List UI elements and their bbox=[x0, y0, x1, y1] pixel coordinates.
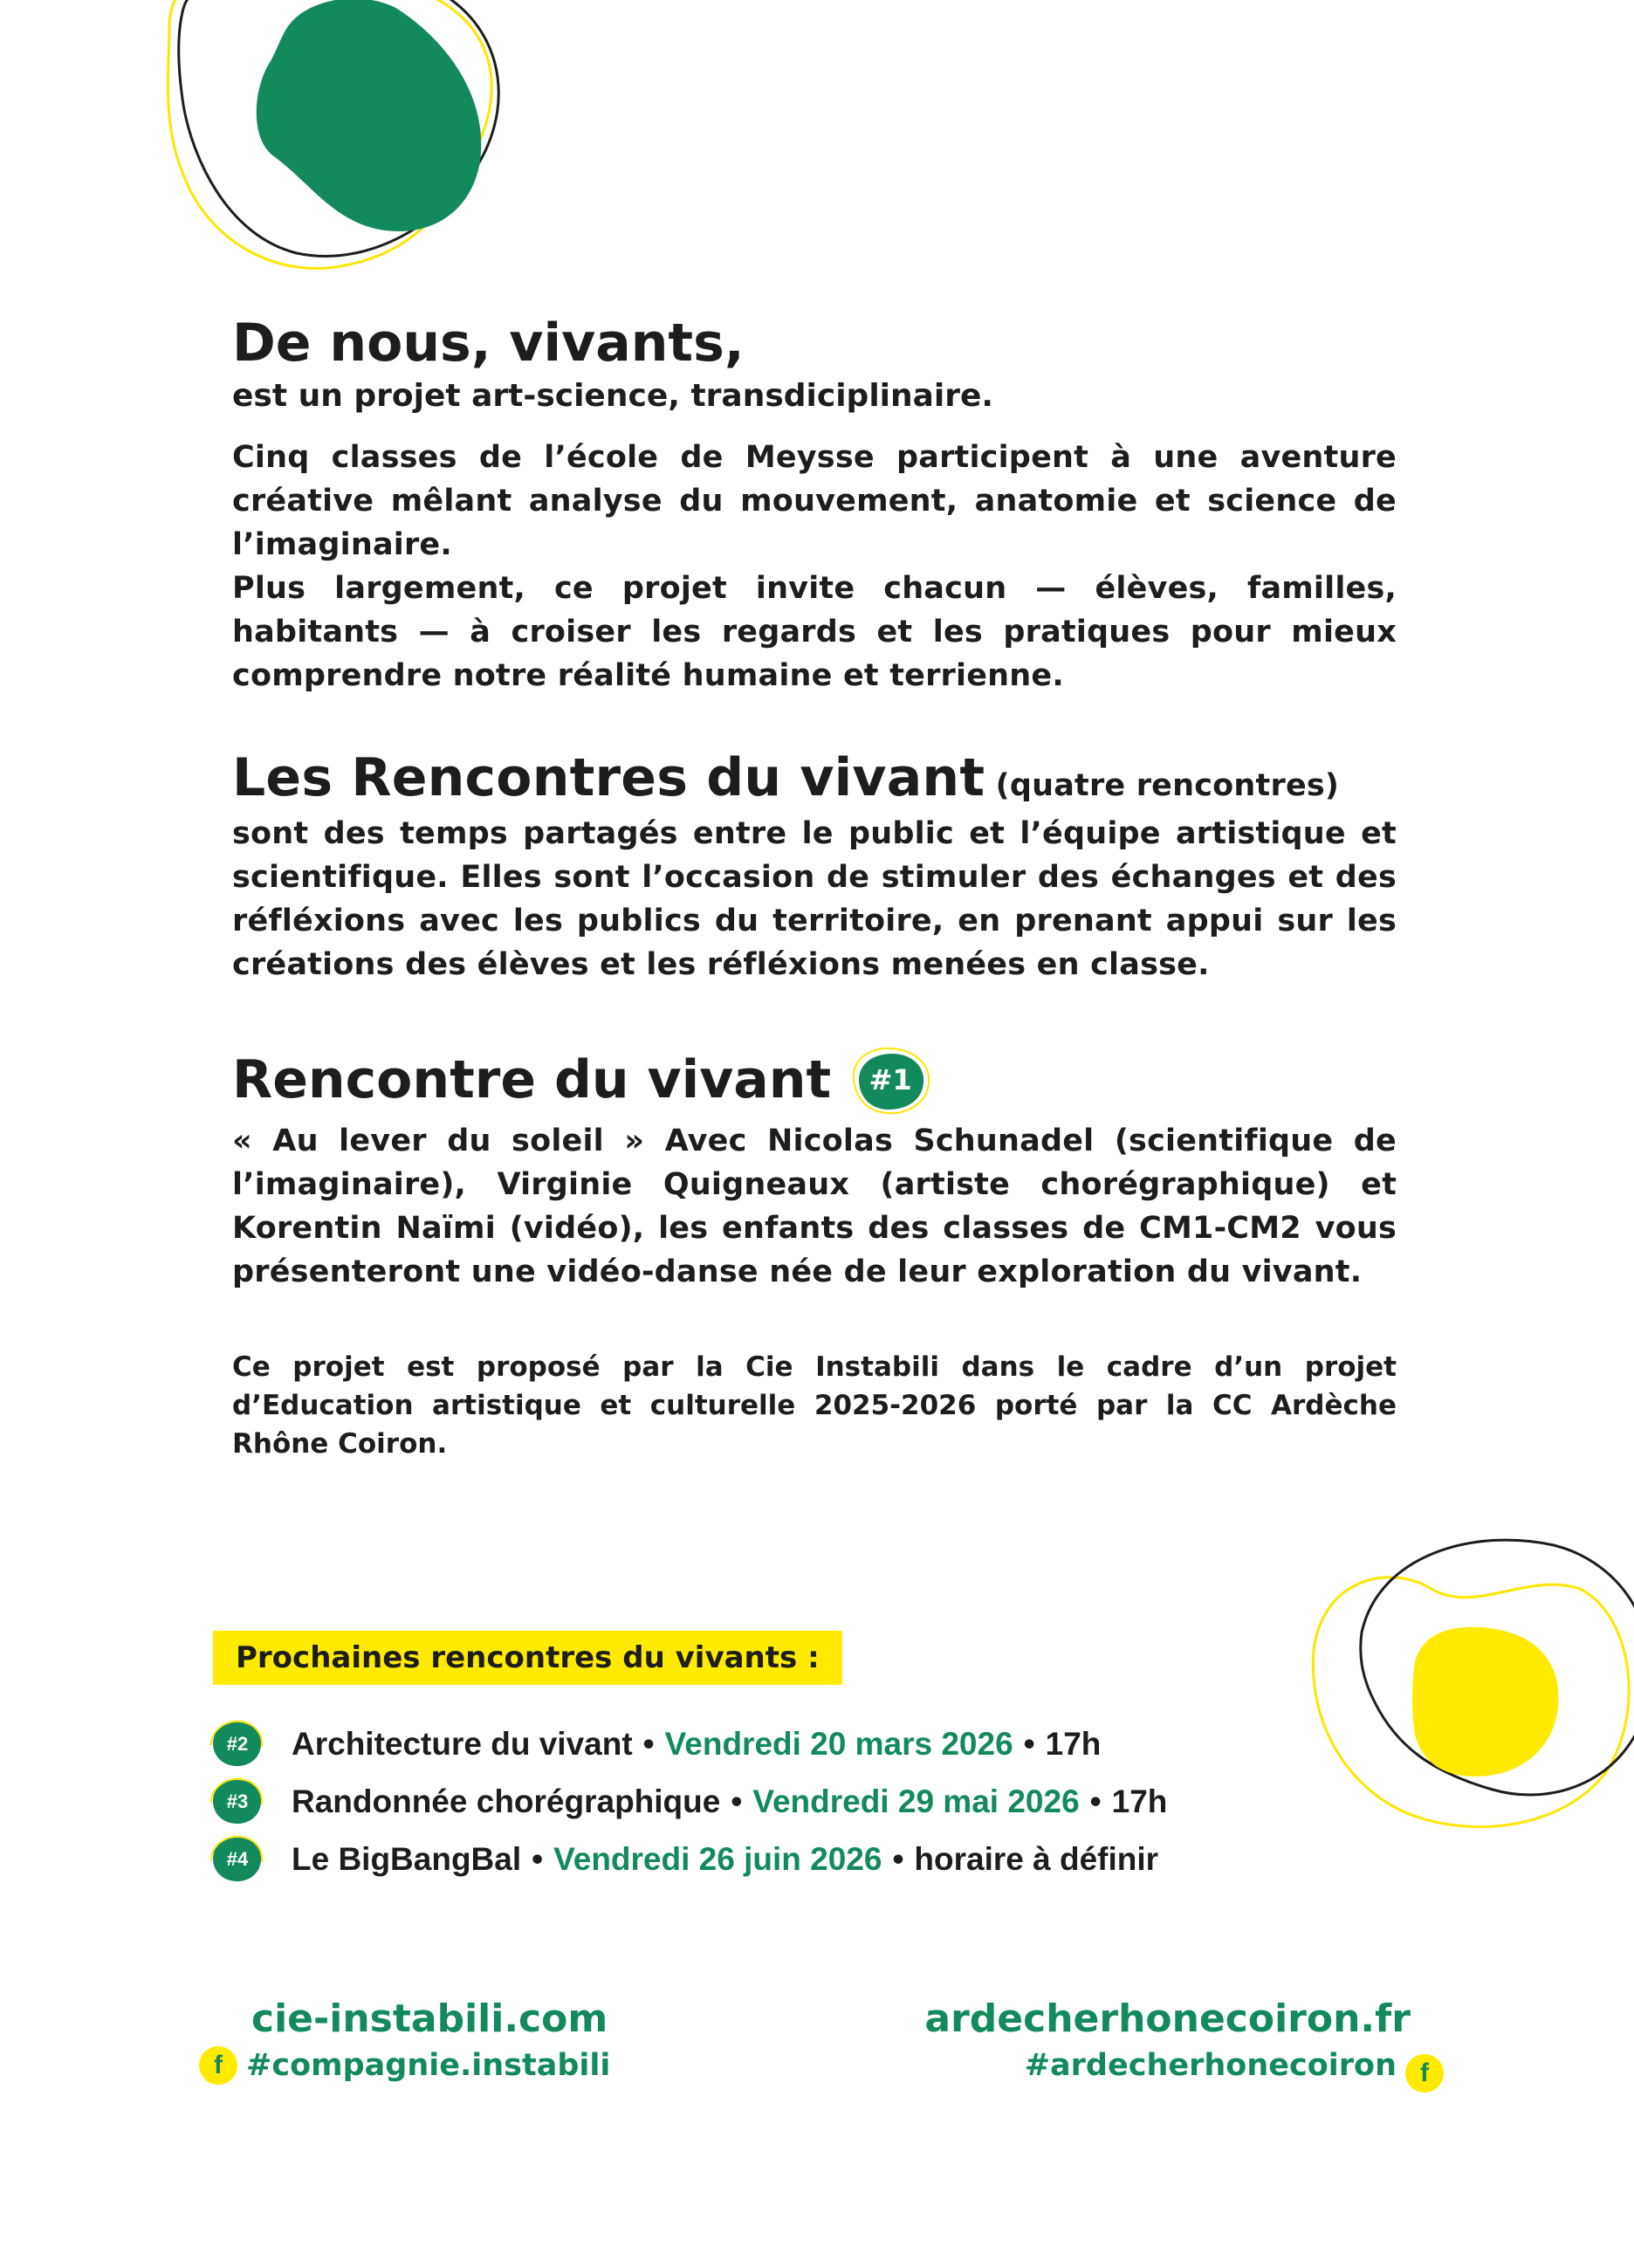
rencontres-title-note: (quatre rencontres) bbox=[995, 768, 1340, 803]
event-badge-label: #4 bbox=[226, 1848, 249, 1870]
main-content bbox=[232, 310, 1397, 1463]
footer-left-social bbox=[199, 2044, 610, 2087]
event-item bbox=[209, 1831, 1257, 1888]
credits-text: Ce projet est proposé par la Cie Instabili dans le cadre d’un projet d’Education artistique et culturelle 2025-2026 porté par la CC Ardèche Rhône Coiron. bbox=[232, 1351, 1397, 1460]
event-date: Vendredi 29 mai 2026 bbox=[752, 1783, 1080, 1819]
ardecherhonecoiron-hashtag[interactable]: #ardecherhonecoiron bbox=[1024, 2048, 1397, 2083]
intro-paragraph-2: Plus largement, ce projet invite chacun — élèves, familles, habitants — à croiser les regards et les pratiques pour mieux comprendre notre réalité humaine et terrienne. bbox=[232, 571, 1397, 693]
rencontres-title: Les Rencontres du vivant bbox=[232, 747, 985, 808]
events-list bbox=[209, 1715, 1257, 1888]
event-badge bbox=[209, 1777, 265, 1827]
intro-subtitle: est un projet art-science, transdiciplinaire. bbox=[232, 378, 994, 414]
event-badge bbox=[209, 1834, 265, 1885]
event-time: 17h bbox=[1045, 1726, 1102, 1762]
rencontre-1-title: Rencontre du vivant bbox=[232, 1049, 832, 1110]
event-separator: • bbox=[532, 1841, 544, 1877]
rencontres-section bbox=[232, 747, 1397, 986]
event-name: Architecture du vivant bbox=[292, 1726, 633, 1762]
event-separator: • bbox=[731, 1783, 743, 1819]
rencontre-1-badge bbox=[847, 1043, 934, 1117]
event-time: horaire à définir bbox=[914, 1841, 1159, 1877]
right-decor-blob bbox=[1301, 1519, 1634, 1833]
rencontre-1-text: « Au lever du soleil » Avec Nicolas Schunadel (scientifique de l’imaginaire), Virginie Quigneaux (artiste chorégraphique) et Korentin Naïmi (vidéo), les enfants des classes de CM1-CM2 vous présenteront une vidéo-danse née de leur exploration du vivant. bbox=[232, 1124, 1397, 1289]
intro-paragraph-1: Cinq classes de l’école de Meysse participent à une aventure créative mêlant analyse du mouvement, anatomie et science de l’imaginaire. bbox=[232, 440, 1397, 562]
ardecherhonecoiron-link[interactable]: ardecherhonecoiron.fr bbox=[924, 1997, 1411, 2041]
event-separator: • bbox=[892, 1841, 904, 1877]
event-separator: • bbox=[1023, 1726, 1035, 1762]
facebook-icon[interactable]: f bbox=[1405, 2054, 1444, 2093]
event-name: Le BigBangBal bbox=[292, 1841, 522, 1877]
event-time: 17h bbox=[1111, 1783, 1168, 1819]
intro-title: De nous, vivants, bbox=[232, 313, 745, 374]
footer-right bbox=[924, 1995, 1444, 2087]
footer-left bbox=[199, 1995, 610, 2087]
rencontre-1-section bbox=[232, 1041, 1397, 1294]
rencontres-text: sont des temps partagés entre le public et l’équipe artistique et scientifique. Elles sont l’occasion de stimuler des échanges et des réfléxions avec les publics du territoire, en prenant appui sur les créations des élèves et les réfléxions menées en classe. bbox=[232, 816, 1397, 982]
event-badge bbox=[209, 1719, 265, 1770]
top-decor-blob bbox=[157, 0, 524, 297]
event-date: Vendredi 20 mars 2026 bbox=[664, 1726, 1013, 1762]
event-name: Randonnée chorégraphique bbox=[292, 1783, 721, 1819]
event-separator: • bbox=[1089, 1783, 1102, 1819]
rencontre-1-badge-label: #1 bbox=[868, 1063, 912, 1096]
cie-instabili-link[interactable]: cie-instabili.com bbox=[251, 1997, 608, 2041]
event-badge-label: #3 bbox=[226, 1790, 249, 1812]
event-item bbox=[209, 1773, 1257, 1831]
facebook-icon[interactable]: f bbox=[199, 2046, 237, 2085]
event-date: Vendredi 26 juin 2026 bbox=[553, 1841, 882, 1877]
footer-right-social bbox=[924, 2044, 1444, 2087]
event-item bbox=[209, 1715, 1257, 1773]
event-badge-label: #2 bbox=[226, 1733, 249, 1755]
event-separator: • bbox=[642, 1726, 655, 1762]
compagnie-instabili-hashtag[interactable]: #compagnie.instabili bbox=[246, 2048, 611, 2083]
next-meetings-label: Prochaines rencontres du vivants : bbox=[213, 1631, 842, 1685]
